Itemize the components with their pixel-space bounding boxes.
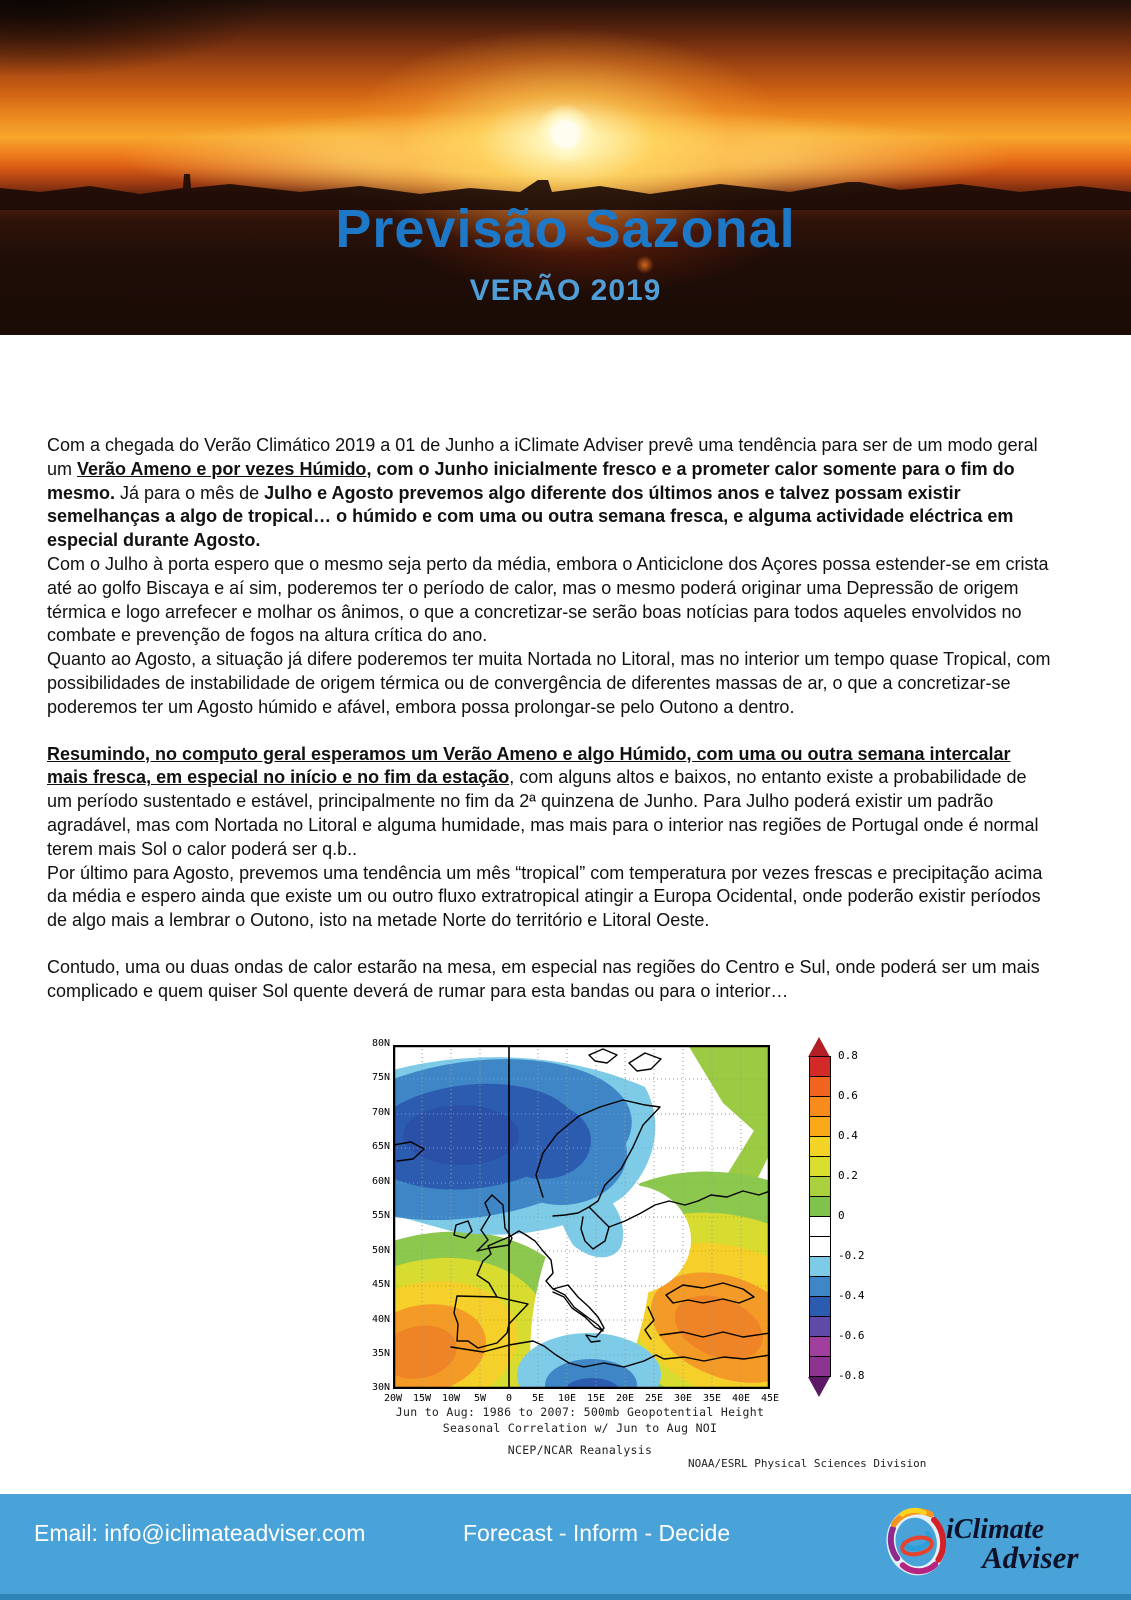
x-axis-label: 5E — [531, 1393, 545, 1404]
sunset-header-photo — [0, 0, 1131, 335]
colorbar-label: 0.2 — [838, 1169, 858, 1182]
paragraph-july: Com o Julho à porta espero que o mesmo seja perto da média, embora o Anticiclone dos Açores possa estender-se em crista até ao golfo Biscaya e aí sim, poderemos ter o período de calor, mas o mesmo poderá originar uma Depressão de origem térmica e logo arrefecer e molhar os ânimos, o que a concretizar-se serão boas notícias para todos aqueles envolvidos no combate e prevenção de fogos na altura crítica do ano. — [47, 553, 1049, 646]
colorbar-segment — [809, 1116, 831, 1137]
colorbar-label: -0.6 — [838, 1329, 865, 1342]
y-axis-label: 55N — [371, 1210, 390, 1221]
map-caption-line2: Seasonal Correlation w/ Jun to Aug NOI — [442, 1421, 718, 1435]
x-axis-label: 35E — [702, 1393, 722, 1404]
text-run: Com a chegada do Verão Climático 2019 a 01 de Junho a iClimate Adviser prevê uma tendência para ser de um modo geral um — [47, 435, 1038, 479]
x-axis-label: 40E — [731, 1393, 751, 1404]
colorbar-label: 0 — [838, 1209, 845, 1222]
y-axis-label: 75N — [371, 1072, 390, 1083]
y-axis-label: 35N — [371, 1348, 390, 1359]
colorbar-segment — [809, 1076, 831, 1097]
colorbar-label: -0.2 — [838, 1249, 865, 1262]
colorbar-label: 0.4 — [838, 1129, 858, 1142]
y-axis-label: 40N — [371, 1314, 390, 1325]
footer-email: Email: info@iclimateadviser.com — [34, 1520, 366, 1546]
x-axis-label: 5W — [473, 1393, 487, 1404]
y-axis-label: 65N — [371, 1141, 390, 1152]
y-axis-label: 45N — [371, 1279, 390, 1290]
map-caption-line1: Jun to Aug: 1986 to 2007: 500mb Geopotential Height — [395, 1405, 765, 1419]
x-axis-label: 0 — [505, 1393, 513, 1404]
text-run-bold-underline: Verão Ameno e por vezes Húmido — [77, 458, 367, 479]
colorbar-segment — [809, 1056, 831, 1077]
page-subtitle: VERÃO 2019 — [469, 274, 662, 307]
colorbar-segment — [809, 1336, 831, 1357]
colorbar-segment — [809, 1296, 831, 1317]
colorbar-segment — [809, 1176, 831, 1197]
text-run-bold: Julho e Agosto prevemos algo diferente dos últimos anos e talvez possam existir semelhanças a algo de tropical… o húmido e com uma ou outra semana fresca, e alguma actividade eléctrica em especial durante Agosto. — [47, 482, 1014, 551]
colorbar-segment — [809, 1316, 831, 1337]
x-axis-label: 30E — [673, 1393, 693, 1404]
map-caption-line3: NCEP/NCAR Reanalysis — [507, 1443, 653, 1457]
colorbar-segment — [809, 1096, 831, 1117]
brand-name-iclimate: iClimate — [946, 1514, 1044, 1545]
text-run-bold-underline: Resumindo, no computo geral esperamos um Verão Ameno e algo Húmido, com uma ou outra semana intercalar mais fresca, em especial no início e no fim da estação — [47, 743, 1011, 788]
x-axis-label: 25E — [644, 1393, 664, 1404]
colorbar-segment — [809, 1236, 831, 1257]
colorbar-segment — [809, 1196, 831, 1217]
x-axis-label: 15E — [586, 1393, 606, 1404]
footer-bar — [0, 1494, 1131, 1600]
colorbar-segment — [809, 1156, 831, 1177]
footer-tagline: Forecast - Inform - Decide — [463, 1520, 731, 1546]
x-axis-label: 20W — [383, 1393, 403, 1404]
colorbar-label: 0.6 — [838, 1089, 858, 1102]
y-axis-label: 70N — [371, 1107, 390, 1118]
colorbar — [808, 1037, 831, 1397]
europe-correlation-map — [393, 1045, 770, 1389]
colorbar-label: -0.8 — [838, 1369, 865, 1382]
correlation-map-figure — [0, 1037, 1131, 1482]
colorbar-segment — [809, 1256, 831, 1277]
paragraph-summary — [47, 743, 1055, 933]
colorbar-label: -0.4 — [838, 1289, 865, 1302]
paragraph-august: Quanto ao Agosto, a situação já difere poderemos ter muita Nortada no Litoral, mas no interior um tempo quase Tropical, com possibilidades de instabilidade de origem térmica ou de convergência de diferentes massas de ar, o que a concretizar-se poderemos ter um Agosto húmido e afável, embora possa prolongar-se pelo Outono a dentro. — [47, 649, 1051, 717]
paragraph-intro — [47, 434, 1055, 553]
brand-name-adviser: Adviser — [982, 1540, 1079, 1575]
text-run: Por último para Agosto, prevemos uma tendência um mês “tropical” com temperatura por vezes frescas e precipitação acima da média e espero ainda que existe um ou outro fluxo extratropical atingir a Europa Ocidental, onde poderão existir períodos de algo mais a lembrar o Outono, isto na metade Norte do território e Litoral Oeste. — [47, 862, 1043, 931]
y-axis-label: 30N — [371, 1382, 390, 1393]
colorbar-segment — [809, 1356, 831, 1377]
text-run: , com alguns altos e baixos, no entanto existe a probabilidade de um período sustentado e estável, principalmente no fim da 2ª quinzena de Junho. Para Julho poderá existir um padrão agradável, mas com Nortada no Litoral e alguma humidade, mas mais para o interior nas regiões de Portugal onde é normal terem mais Sol o calor poderá ser q.b.. — [47, 767, 1039, 859]
y-axis-label: 60N — [371, 1176, 390, 1187]
iclimate-logo-icon — [884, 1502, 948, 1580]
text-run-bold: , com o Junho inicialmente fresco e a prometer calor somente para o fim do mesmo. — [47, 458, 1015, 503]
colorbar-arrow-up — [808, 1037, 830, 1057]
map-credit: NOAA/ESRL Physical Sciences Division — [688, 1457, 927, 1470]
colorbar-label: 0.8 — [838, 1049, 858, 1062]
colorbar-segment — [809, 1276, 831, 1297]
colorbar-segment — [809, 1136, 831, 1157]
page-title: Previsão Sazonal — [335, 199, 796, 259]
colorbar-arrow-down — [808, 1377, 830, 1397]
x-axis-label: 10W — [441, 1393, 461, 1404]
y-axis-label: 50N — [371, 1245, 390, 1256]
x-axis-label: 10E — [557, 1393, 577, 1404]
paragraph-heatwaves: Contudo, uma ou duas ondas de calor estarão na mesa, em especial nas regiões do Centro e Sul, onde poderá ser um mais complicado e quem quiser Sol quente deverá de rumar para esta bandas ou para o interior… — [47, 956, 1040, 1001]
y-axis-label: 80N — [371, 1038, 390, 1049]
article-body — [47, 434, 1055, 1004]
x-axis-label: 20E — [615, 1393, 635, 1404]
colorbar-segment — [809, 1216, 831, 1237]
colorbar-segments — [809, 1056, 831, 1377]
x-axis-label: 45E — [760, 1393, 780, 1404]
text-run: Já para o mês de — [115, 482, 265, 503]
x-axis-label: 15W — [412, 1393, 432, 1404]
